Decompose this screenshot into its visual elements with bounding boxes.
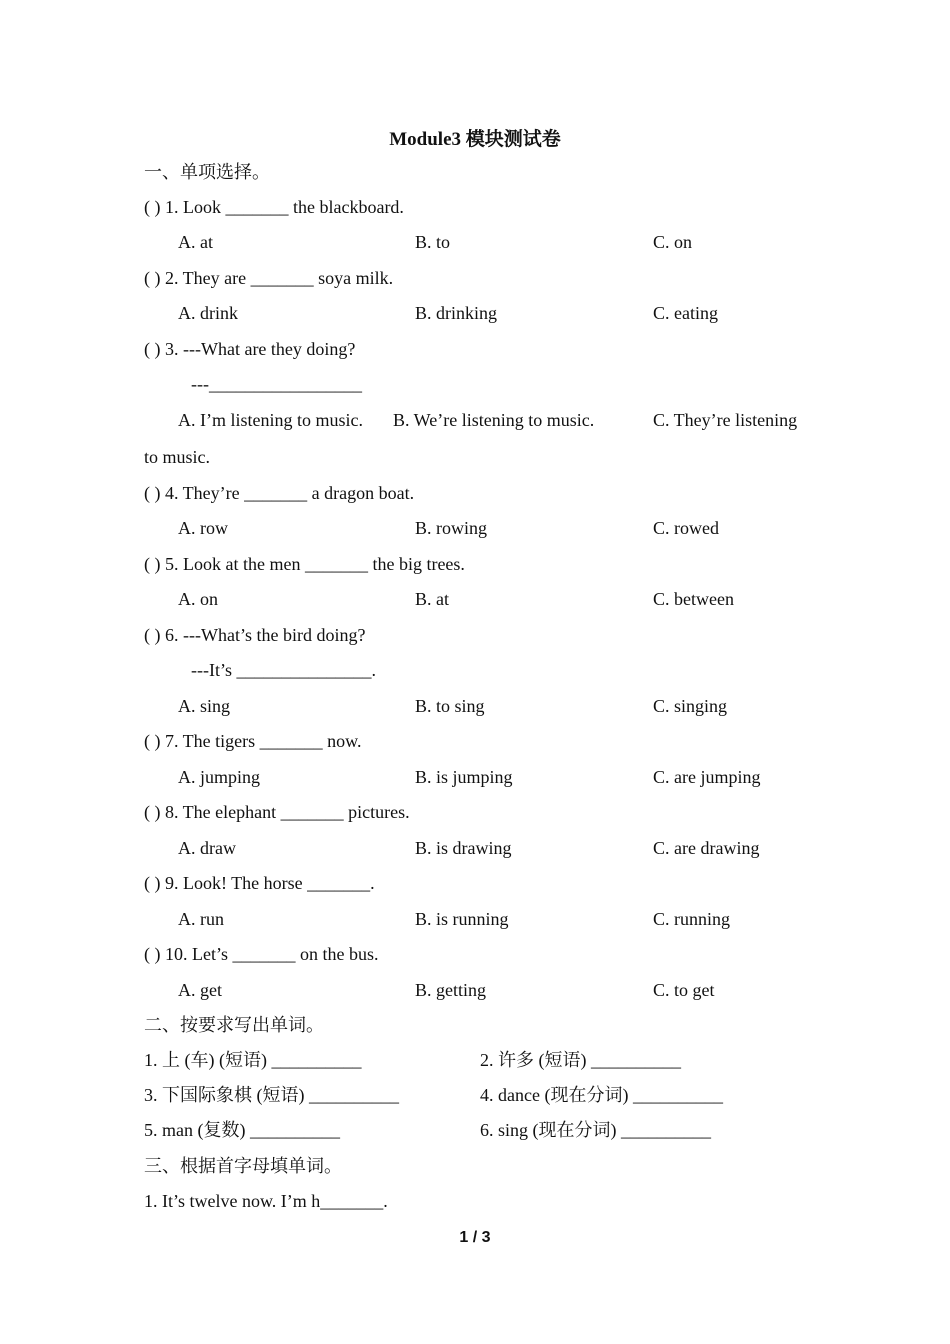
option-a: A. I’m listening to music. <box>178 410 363 430</box>
question-stem: ( ) 1. Look _______ the blackboard. <box>144 197 404 217</box>
option-a: A. at <box>178 232 213 252</box>
question-stem: ( ) 7. The tigers _______ now. <box>144 731 362 751</box>
answer-line: ---It’s _______________. <box>191 660 376 680</box>
section-heading: 一、单项选择。 <box>144 162 270 182</box>
word-task: 1. 上 (车) (短语) __________ <box>144 1050 362 1070</box>
question-stem: ( ) 6. ---What’s the bird doing? <box>144 625 366 645</box>
option-a: A. drink <box>178 303 238 323</box>
option-c: C. rowed <box>653 518 719 538</box>
word-task: 2. 许多 (短语) __________ <box>480 1050 681 1070</box>
question-stem: ( ) 10. Let’s _______ on the bus. <box>144 944 379 964</box>
option-c: C. are drawing <box>653 838 760 858</box>
question-stem: ( ) 4. They’re _______ a dragon boat. <box>144 483 415 503</box>
option-a: A. draw <box>178 838 236 858</box>
option-c: C. singing <box>653 696 728 716</box>
option-c: C. They’re listening <box>653 410 798 430</box>
option-b: B. at <box>415 589 449 609</box>
option-b: B. is jumping <box>415 767 513 787</box>
question-stem: ( ) 2. They are _______ soya milk. <box>144 268 394 288</box>
option-c: C. are jumping <box>653 767 761 787</box>
question-stem: ( ) 8. The elephant _______ pictures. <box>144 802 410 822</box>
section-heading: 三、根据首字母填单词。 <box>144 1156 342 1176</box>
question-stem: ( ) 9. Look! The horse _______. <box>144 873 375 893</box>
option-c: C. running <box>653 909 731 929</box>
option-a: A. row <box>178 518 228 538</box>
section-heading: 二、按要求写出单词。 <box>144 1015 324 1035</box>
option-a: A. get <box>178 980 222 1000</box>
word-task: 5. man (复数) __________ <box>144 1120 340 1140</box>
option-c: C. eating <box>653 303 718 323</box>
option-b: B. to sing <box>415 696 485 716</box>
option-c-continuation: to music. <box>144 447 210 467</box>
option-a: A. sing <box>178 696 231 716</box>
page-title: Module3 模块测试卷 <box>389 129 561 150</box>
word-task: 6. sing (现在分词) __________ <box>480 1120 711 1140</box>
option-b: B. is drawing <box>415 838 512 858</box>
fill-task: 1. It’s twelve now. I’m h_______. <box>144 1191 388 1211</box>
option-b: B. drinking <box>415 303 498 323</box>
question-stem: ( ) 5. Look at the men _______ the big trees. <box>144 554 465 574</box>
word-task: 3. 下国际象棋 (短语) __________ <box>144 1085 399 1105</box>
option-c: C. between <box>653 589 734 609</box>
option-b: B. We’re listening to music. <box>393 410 595 430</box>
option-a: A. run <box>178 909 224 929</box>
option-b: B. rowing <box>415 518 487 538</box>
answer-line: ---_________________ <box>191 374 362 394</box>
option-c: C. to get <box>653 980 715 1000</box>
option-c: C. on <box>653 232 693 252</box>
question-stem: ( ) 3. ---What are they doing? <box>144 339 356 359</box>
option-b: B. is running <box>415 909 509 929</box>
option-a: A. jumping <box>178 767 261 787</box>
page-number: 1 / 3 <box>459 1229 491 1246</box>
word-task: 4. dance (现在分词) __________ <box>480 1085 723 1105</box>
option-a: A. on <box>178 589 218 609</box>
option-b: B. getting <box>415 980 486 1000</box>
option-b: B. to <box>415 232 451 252</box>
